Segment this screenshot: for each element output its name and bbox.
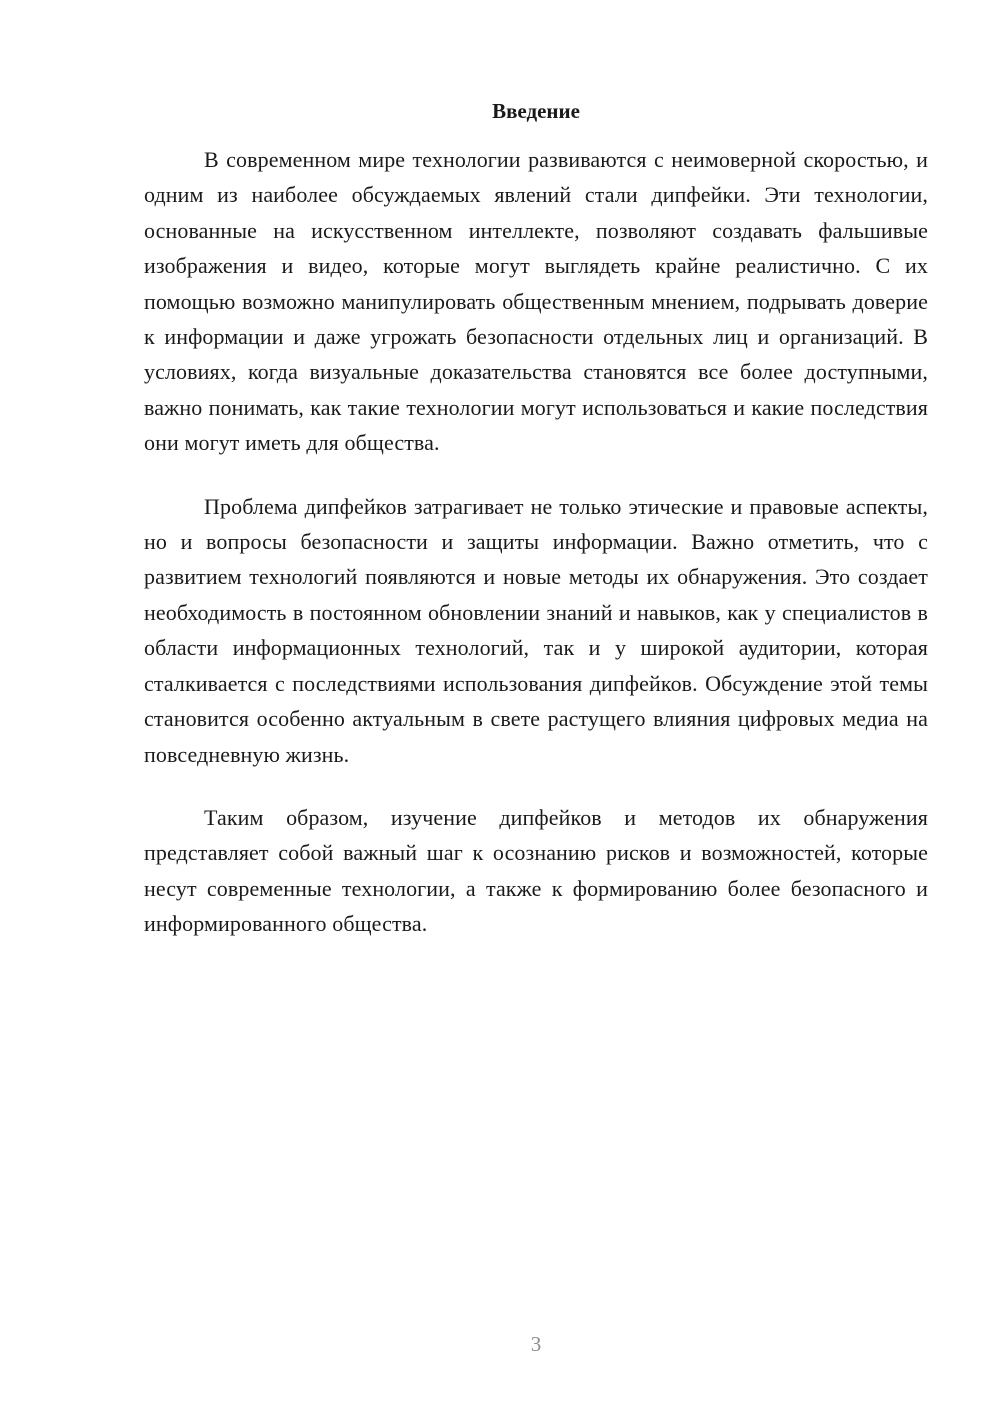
page-number: 3 <box>530 1332 542 1356</box>
paragraph-1: В современном мире технологии развиваются с неимоверной скоростью, и одним из наиболее обсуждаемых явлений стали дипфейки. Эти технологии, основанные на искусственном интеллекте, позволяют создавать фальшивые изображения и видео, которые могут выглядеть крайне реалистично. С их помощью возможно манипулировать общественным мнением, подрывать доверие к информации и даже угрожать безопасности отдельных лиц и организаций. В условиях, когда визуальные доказательства становятся все более доступными, важно понимать, как такие технологии могут использоваться и какие последствия они могут иметь для общества. <box>144 147 928 456</box>
section-heading: Введение <box>492 99 580 123</box>
paragraph-2: Проблема дипфейков затрагивает не только этические и правовые аспекты, но и вопросы безопасности и защиты информации. Важно отметить, что с развитием технологий появляются и новые методы их обнаружения. Это создает необходимость в постоянном обновлении знаний и навыков, как у специалистов в области информационных технологий, так и у широкой аудитории, которая сталкивается с последствиями использования дипфейков. Обсуждение этой темы становится особенно актуальным в свете растущего влияния цифровых медиа на повседневную жизнь. <box>144 493 928 767</box>
paragraph-3: Таким образом, изучение дипфейков и методов их обнаружения представляет собой важный шаг к осознанию рисков и возможностей, которые несут современные технологии, а также к формированию более безопасного и информированного общества. <box>144 804 928 937</box>
page-content <box>144 96 928 942</box>
